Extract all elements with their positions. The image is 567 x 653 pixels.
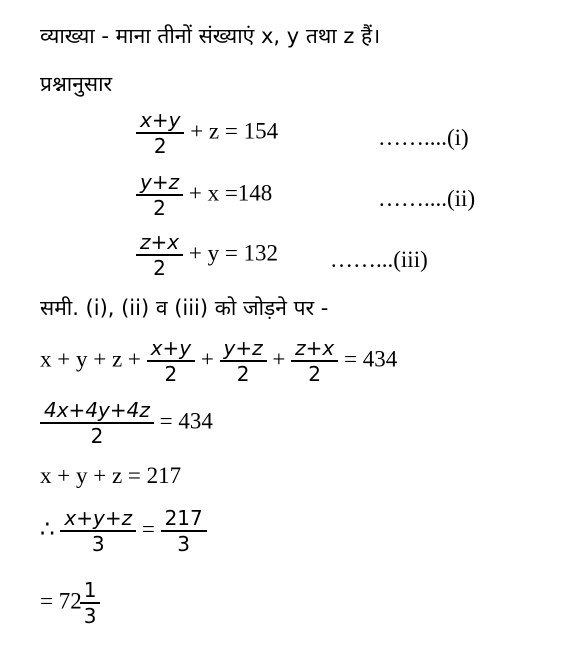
equation-2 xyxy=(136,170,272,220)
eq1-fraction xyxy=(138,108,182,158)
eq1-rest: + z = 154 xyxy=(190,118,279,144)
result-line xyxy=(40,578,100,628)
eq1-denominator: 2 xyxy=(136,132,184,158)
eq3-numerator: z+x xyxy=(140,230,180,254)
avg-denominator: 3 xyxy=(60,530,136,556)
avg-equals: = xyxy=(141,516,155,542)
avg-result-fraction xyxy=(163,506,205,556)
equation-1 xyxy=(136,108,278,158)
combined-denominator: 2 xyxy=(40,422,154,448)
eq3-fraction xyxy=(138,230,181,280)
eq1-tag: ……....(i) xyxy=(378,125,469,150)
eq2-fraction xyxy=(138,170,181,220)
heading: व्याख्या - माना तीनों संख्याएं x, y तथा z हैं। xyxy=(40,24,381,48)
avg-fraction xyxy=(62,506,134,556)
eq3-rest: + y = 132 xyxy=(188,240,279,266)
sum-f2-denominator: 2 xyxy=(220,360,267,386)
eq1-numerator: x+y xyxy=(140,108,181,132)
combined-line xyxy=(40,398,213,448)
sum-f2-numerator: y+z xyxy=(223,336,263,360)
result-numerator: 1 xyxy=(83,578,97,602)
combine-text: समी. (i), (ii) व (iii) को जोड़ने पर - xyxy=(40,296,329,320)
sum-f1-numerator: x+y xyxy=(150,336,192,360)
sum-prefix: x + y + z + xyxy=(40,346,141,372)
sum-fraction-1 xyxy=(149,336,193,386)
combined-rest: = 434 xyxy=(159,408,213,434)
average-line xyxy=(40,506,207,556)
result-fraction xyxy=(82,578,99,628)
result-prefix: = 72 xyxy=(40,588,82,614)
eq3-tag: ……...(iii) xyxy=(330,247,428,272)
sum-f3-denominator: 2 xyxy=(291,360,338,386)
avg-result-numerator: 217 xyxy=(164,506,203,530)
combined-numerator: 4x+4y+4z xyxy=(44,398,150,422)
subheading: प्रश्नानुसार xyxy=(40,72,113,96)
sum-rest: = 434 xyxy=(343,346,398,372)
result-denominator: 3 xyxy=(80,602,101,628)
eq2-numerator: y+z xyxy=(140,170,180,194)
eq2-tag: ……....(ii) xyxy=(378,186,476,211)
equation-3 xyxy=(136,230,278,280)
combined-fraction xyxy=(42,398,152,448)
sum-f3-numerator: z+x xyxy=(295,336,335,360)
sum-fraction-3 xyxy=(293,336,336,386)
eq2-denominator: 2 xyxy=(136,194,183,220)
sum-line xyxy=(40,336,397,386)
therefore-symbol: ∴ xyxy=(40,516,55,542)
total-line: x + y + z = 217 xyxy=(40,463,182,488)
sum-fraction-2 xyxy=(222,336,265,386)
eq3-denominator: 2 xyxy=(136,254,183,280)
sum-plus-2: + xyxy=(272,346,286,372)
avg-numerator: x+y+z xyxy=(64,506,133,530)
sum-f1-denominator: 2 xyxy=(147,360,195,386)
sum-plus-1: + xyxy=(200,346,214,372)
eq2-rest: + x =148 xyxy=(188,180,273,206)
avg-result-denominator: 3 xyxy=(161,530,207,556)
